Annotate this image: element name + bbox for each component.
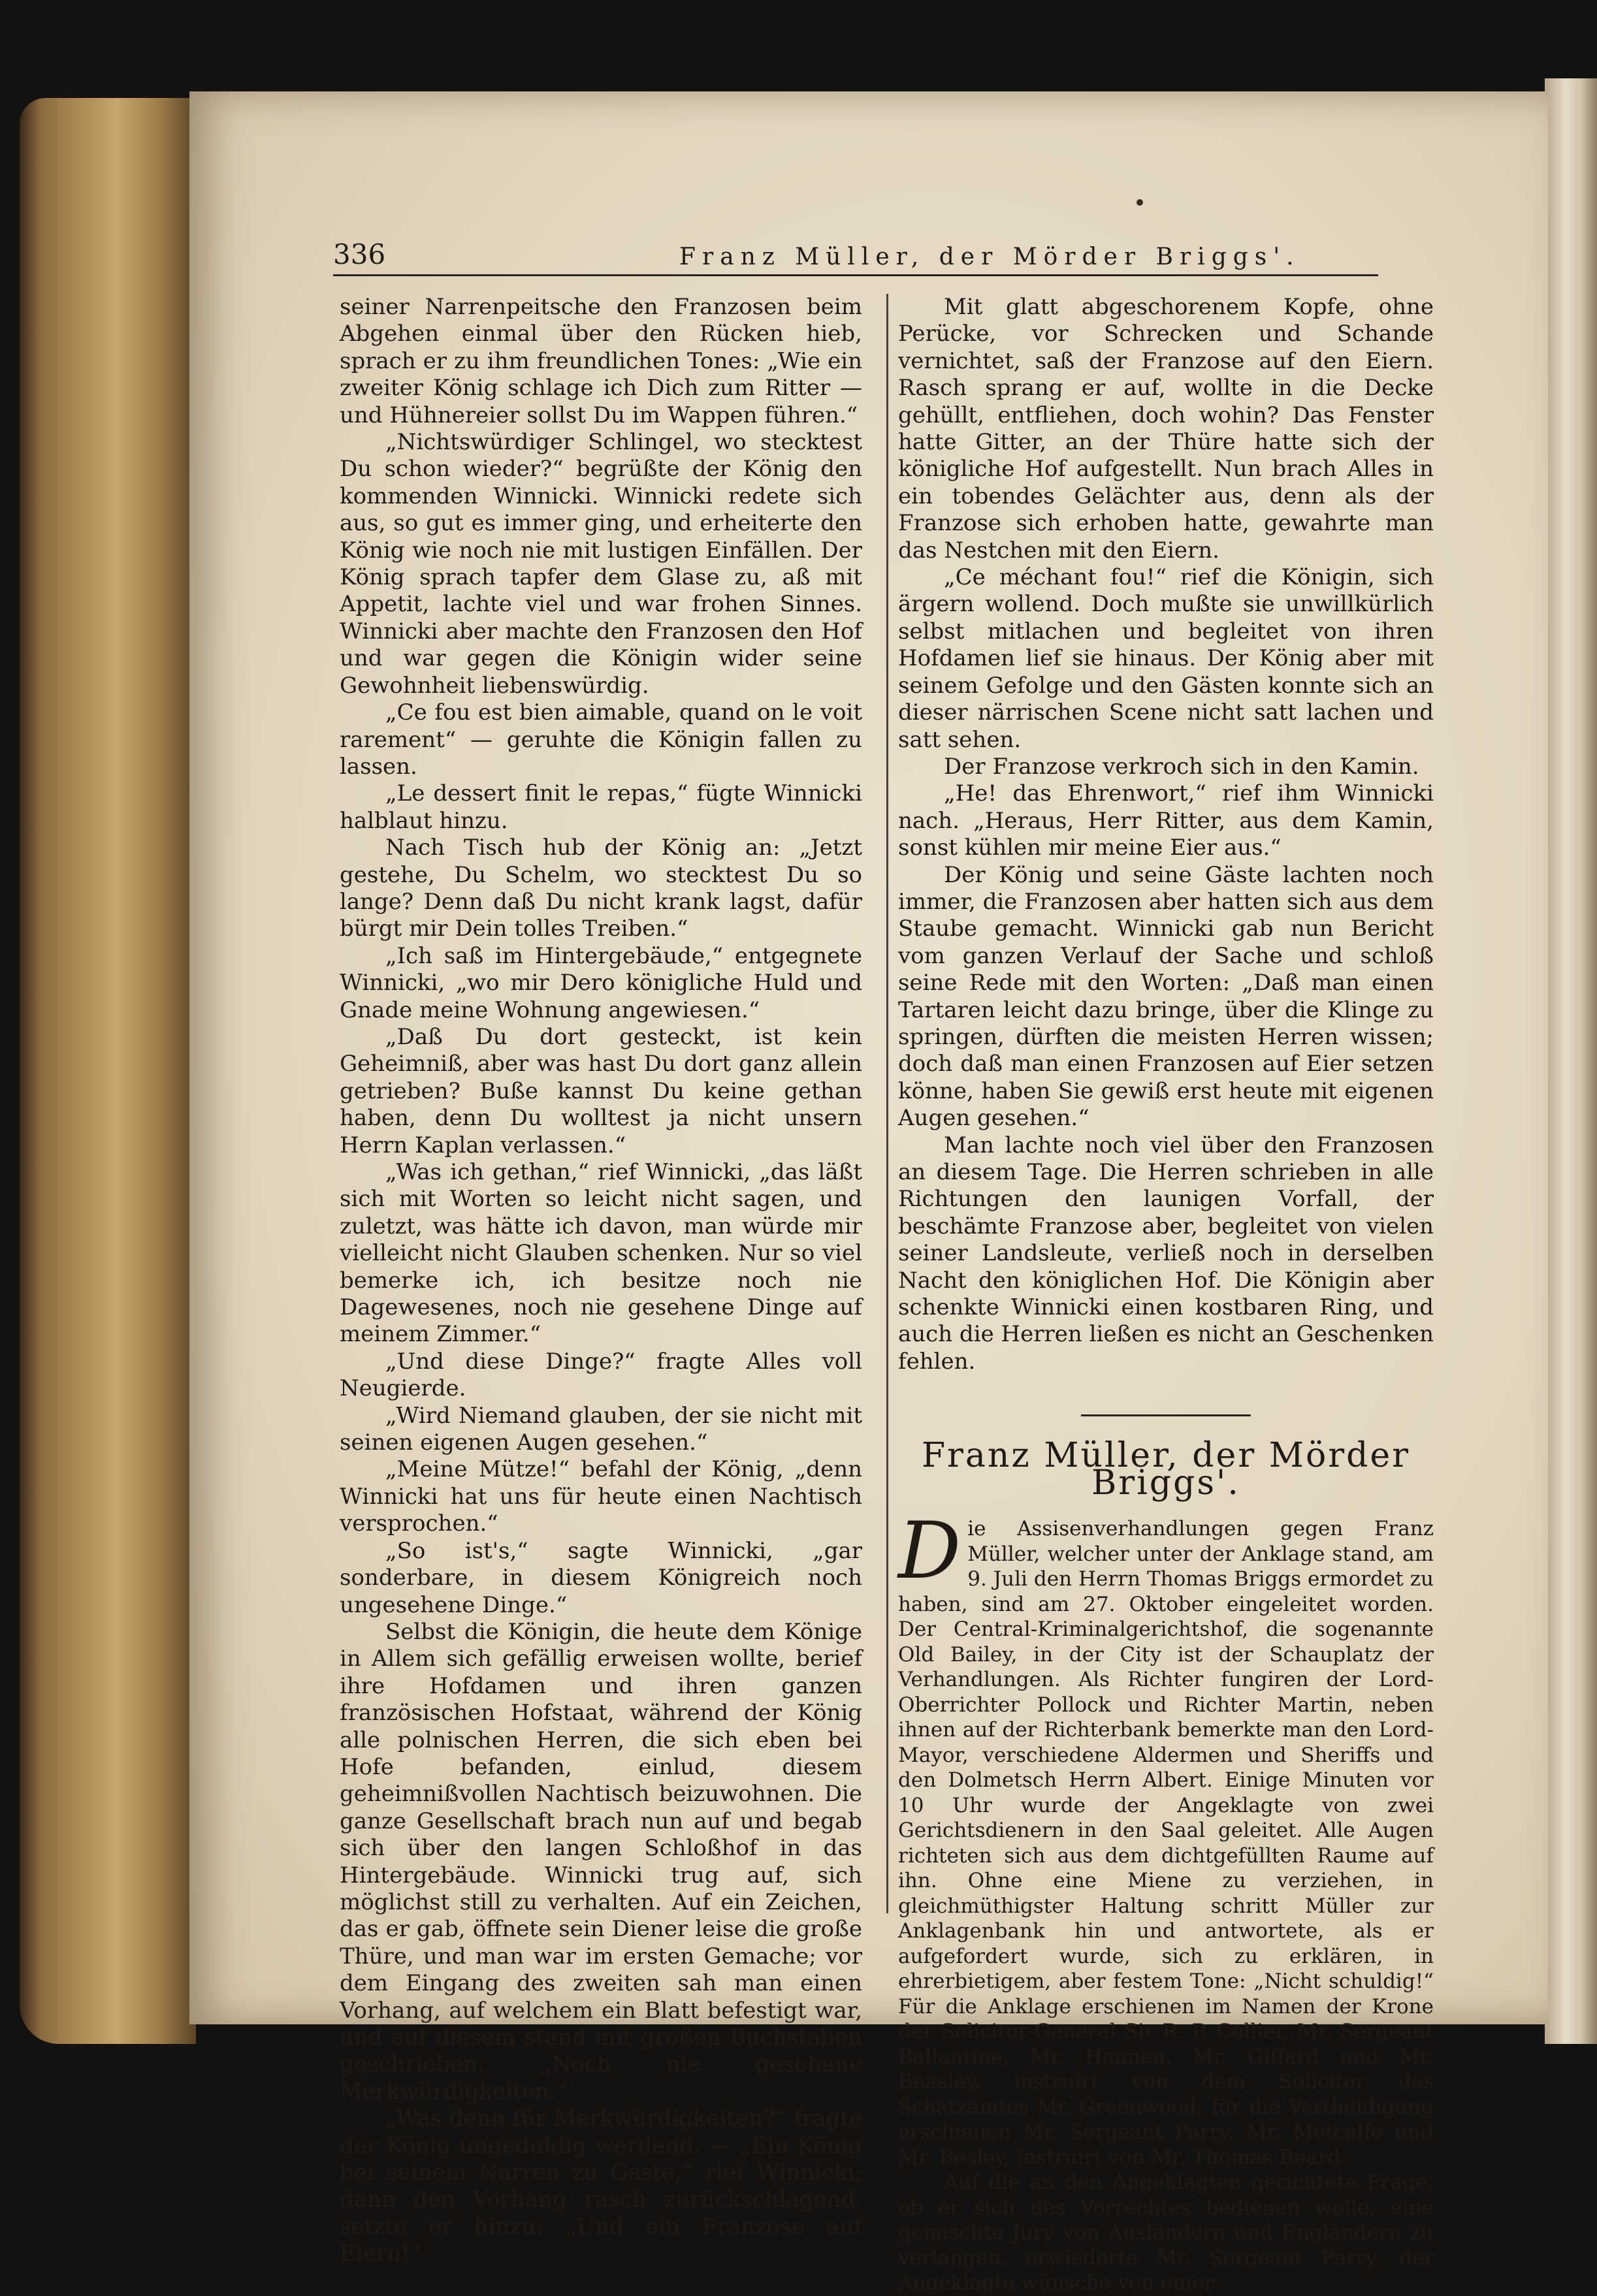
paragraph: „Wird Niemand glauben, der sie nicht mit seinen eigenen Augen gesehen.“ (340, 1402, 862, 1456)
section-separator (1081, 1414, 1251, 1416)
page-number: 336 (333, 238, 386, 270)
paragraph: „Was ich gethan,“ rief Winnicki, „das läßt sich mit Worten so leicht nicht sagen, und zuletzt, was hätte ich davon, man würde mir vielleicht nicht Glauben schenken. Nur so viel bemerke ich, ich besitze noch nie Dagewesenes, noch nie gesehene Dinge auf meinem Zimmer.“ (340, 1159, 862, 1348)
paragraph: „Was denn für Merkwürdigkeiten?“ fragte der König ungeduldig werdend. — „Ein König bei seinem Narren zu Gaste,“ rief Winnicki; dann den Vorhang rasch zurückschlagend, setzte er hinzu: „Und ein Franzose auf Eiern!“ (340, 2105, 862, 2267)
paragraph: Der Franzose verkroch sich in den Kamin. (944, 753, 1419, 780)
paragraph: Man lachte noch viel über den Franzosen an diesem Tage. Die Herren schrieben in alle Richtungen den launigen Vorfall, der beschämte Franzose aber, begleitet von vielen seiner Landsleute, verließ noch in derselben Nacht den königlichen Hof. Die Königin aber schenkte Winnicki einen kostbaren Ring, und auch die Herren ließen es nicht an Geschenken fehlen. (898, 1132, 1434, 1375)
paragraph: Nach Tisch hub der König an: „Jetzt gestehe, Du Schelm, wo stecktest Du so lange? Denn daß Du nicht krank lagst, dafür bürgt mir Dein tolles Treiben.“ (340, 835, 862, 942)
paragraph: „Ce fou est bien aimable, quand on le voit rarement“ — geruhte die Königin fallen zu lassen. (340, 699, 862, 780)
paragraph: „Ich saß im Hintergebäude,“ entgegnete Winnicki, „wo mir Dero königliche Huld und Gnade meine Wohnung angewiesen.“ (340, 942, 862, 1023)
paragraph: Selbst die Königin, die heute dem Könige in Allem sich gefällig erweisen wollte, berief ihre Hofdamen und ihren ganzen französischen Hofstaat, während der König alle polnischen Herren, die sich eben bei Hofe befanden, einlud, diesem geheimnißvollen Nachtisch beizuwohnen. Die ganze Gesellschaft brach nun auf und begab sich über den langen Schloßhof in das Hintergebäude. Winnicki trug auf, sich möglichst still zu verhalten. Auf ein Zeichen, das er gab, öffnete sein Diener leise die große Thüre, und man war im ersten Gemache; vor dem Eingang des zweiten sah man einen Vorhang, auf welchem ein Blatt befestigt war, und auf diesem stand mit großen Buchstaben geschrieben: „Noch nie gesehene Merkwürdigkeiten.“ (340, 1618, 862, 2105)
paragraph: „He! das Ehrenwort,“ rief ihm Winnicki nach. „Heraus, Herr Ritter, aus dem Kamin, sonst kühlen mir meine Eier aus.“ (898, 780, 1434, 861)
book-page-edges (20, 98, 196, 2044)
paragraph: Der König und seine Gäste lachten noch immer, die Franzosen aber hatten sich aus dem Staube gemacht. Winnicki gab nun Bericht vom ganzen Verlauf der Sache und schloß seine Rede mit den Worten: „Daß man einen Tartaren leicht dazu bringe, über die Klinge zu springen, dürften die meisten Herren wissen; doch daß man einen Franzosen auf Eier setzen könne, haben Sie gewiß erst heute mit eigenen Augen gesehen.“ (898, 861, 1434, 1132)
article-title: Franz Müller, der Mörder Briggs'. (921, 1436, 1411, 1503)
paragraph: „Daß Du dort gesteckt, ist kein Geheimniß, aber was hast Du dort ganz allein getrieben? Buße kannst Du keine gethan haben, denn Du wolltest ja nicht unsern Herrn Kaplan verlassen.“ (340, 1023, 862, 1158)
drop-cap: D (898, 1506, 961, 1597)
column-divider (886, 294, 888, 1913)
paragraph: „Le dessert finit le repas,“ fügte Winnicki halblaut hinzu. (340, 780, 862, 834)
ink-fleck (1137, 199, 1143, 206)
page-header (333, 238, 1378, 276)
right-column (898, 294, 1434, 2296)
article-paragraph-text: ie Assisenverhandlungen gegen Franz Müller, welcher unter der Anklage stand, am 9. Juli den Herrn Thomas Briggs ermordet zu haben, sind am 27. Oktober eingeleitet worden. Der Central-Kriminalgerichtshof, die sogenannte Old Bailey, in der City ist der Schauplatz der Verhandlungen. Als Richter fungiren der Lord-Oberrichter Pollock und Richter Martin, neben ihnen auf der Richterbank bemerkte man den Lord-Mayor, verschiedene Aldermen und Sheriffs und den Dolmetsch Herrn Albert. Einige Minuten vor 10 Uhr wurde der Angeklagte von zwei Gerichtsdienern in den Saal geleitet. Alle Augen richteten sich aus dem dichtgefüllten Raume auf ihn. Ohne eine Miene zu verziehen, in gleichmüthigster Haltung schritt Müller zur Anklagenbank hin und antwortete, als er aufgefordert wurde, sich zu erklären, in ehrerbietigem, aber festem Tone: „Nicht schuldig!“ Für die Anklage erschienen im Namen der Krone der Solicitor-General Sir R. P. Collier, Mr. Sergeant Ballantine, Mr. Hannen, Mr. Giffard und Mr. Beasley, instruirt von dem Solicitor des Schatzamtes Mr. Greenwood; für die Vertheidigung erschienen Mr. Sergeant Parry, Mr. Metcalfe und Mr. Besley, instruirt von Mr. Thomas Beard. (898, 1517, 1434, 2169)
paragraph: „Ce méchant fou!“ rief die Königin, sich ärgern wollend. Doch mußte sie unwillkürlich selbst mitlachen und begleitet von ihren Hofdamen lief sie hinaus. Der König aber mit seinem Gefolge und den Gästen konnte sich an dieser närrischen Scene nicht satt lachen und satt sehen. (898, 564, 1434, 753)
paragraph: „So ist's,“ sagte Winnicki, „gar sonderbare, in diesem Königreich noch ungesehene Dinge.“ (340, 1537, 862, 1618)
article-paragraph: Auf die an den Angeklagten gerichtete Frage, ob er sich des Vorrechtes bedienen wolle, eine gemischte Jury von Ausländern und Engländern zu verlangen, erwiederte Mr. Sergeant Parry, der Angeklagte wünsche von einer (898, 2171, 1434, 2295)
article-paragraph (898, 1506, 1434, 2170)
paragraph: „Und diese Dinge?“ fragte Alles voll Neugierde. (340, 1348, 862, 1402)
paragraph: Mit glatt abgeschorenem Kopfe, ohne Perücke, vor Schrecken und Schande vernichtet, saß der Franzose auf den Eiern. Rasch sprang er auf, wollte in die Decke gehüllt, entfliehen, doch wohin? Das Fenster hatte Gitter, an der Thüre hatte sich der königliche Hof aufgestellt. Nun brach Alles in ein tobendes Gelächter aus, denn als der Franzose sich erhoben hatte, gewahrte man das Nestchen mit den Eiern. (898, 294, 1434, 564)
paragraph: „Meine Mütze!“ befahl der König, „denn Winnicki hat uns für heute einen Nachtisch versprochen.“ (340, 1456, 862, 1537)
paragraph: seiner Narrenpeitsche den Franzosen beim Abgehen einmal über den Rücken hieb, sprach er zu ihm freundlichen Tones: „Wie ein zweiter König schlage ich Dich zum Ritter — und Hühnereier sollst Du im Wappen führen.“ (340, 294, 862, 428)
book-right-edge (1545, 78, 1597, 2044)
left-column (340, 294, 862, 2268)
paragraph: „Nichtswürdiger Schlingel, wo stecktest Du schon wieder?“ begrüßte der König den kommenden Winnicki. Winnicki redete sich aus, so gut es immer ging, und erheiterte den König wie noch nie mit lustigen Einfällen. Der König sprach tapfer dem Glase zu, aß mit Appetit, lachte viel und war frohen Sinnes. Winnicki aber machte den Franzosen den Hof und war gegen die Königin wider seine Gewohnheit liebenswürdig. (340, 429, 862, 699)
running-head: Franz Müller, der Mörder Briggs'. (679, 244, 1300, 270)
article-body (898, 1506, 1434, 2296)
